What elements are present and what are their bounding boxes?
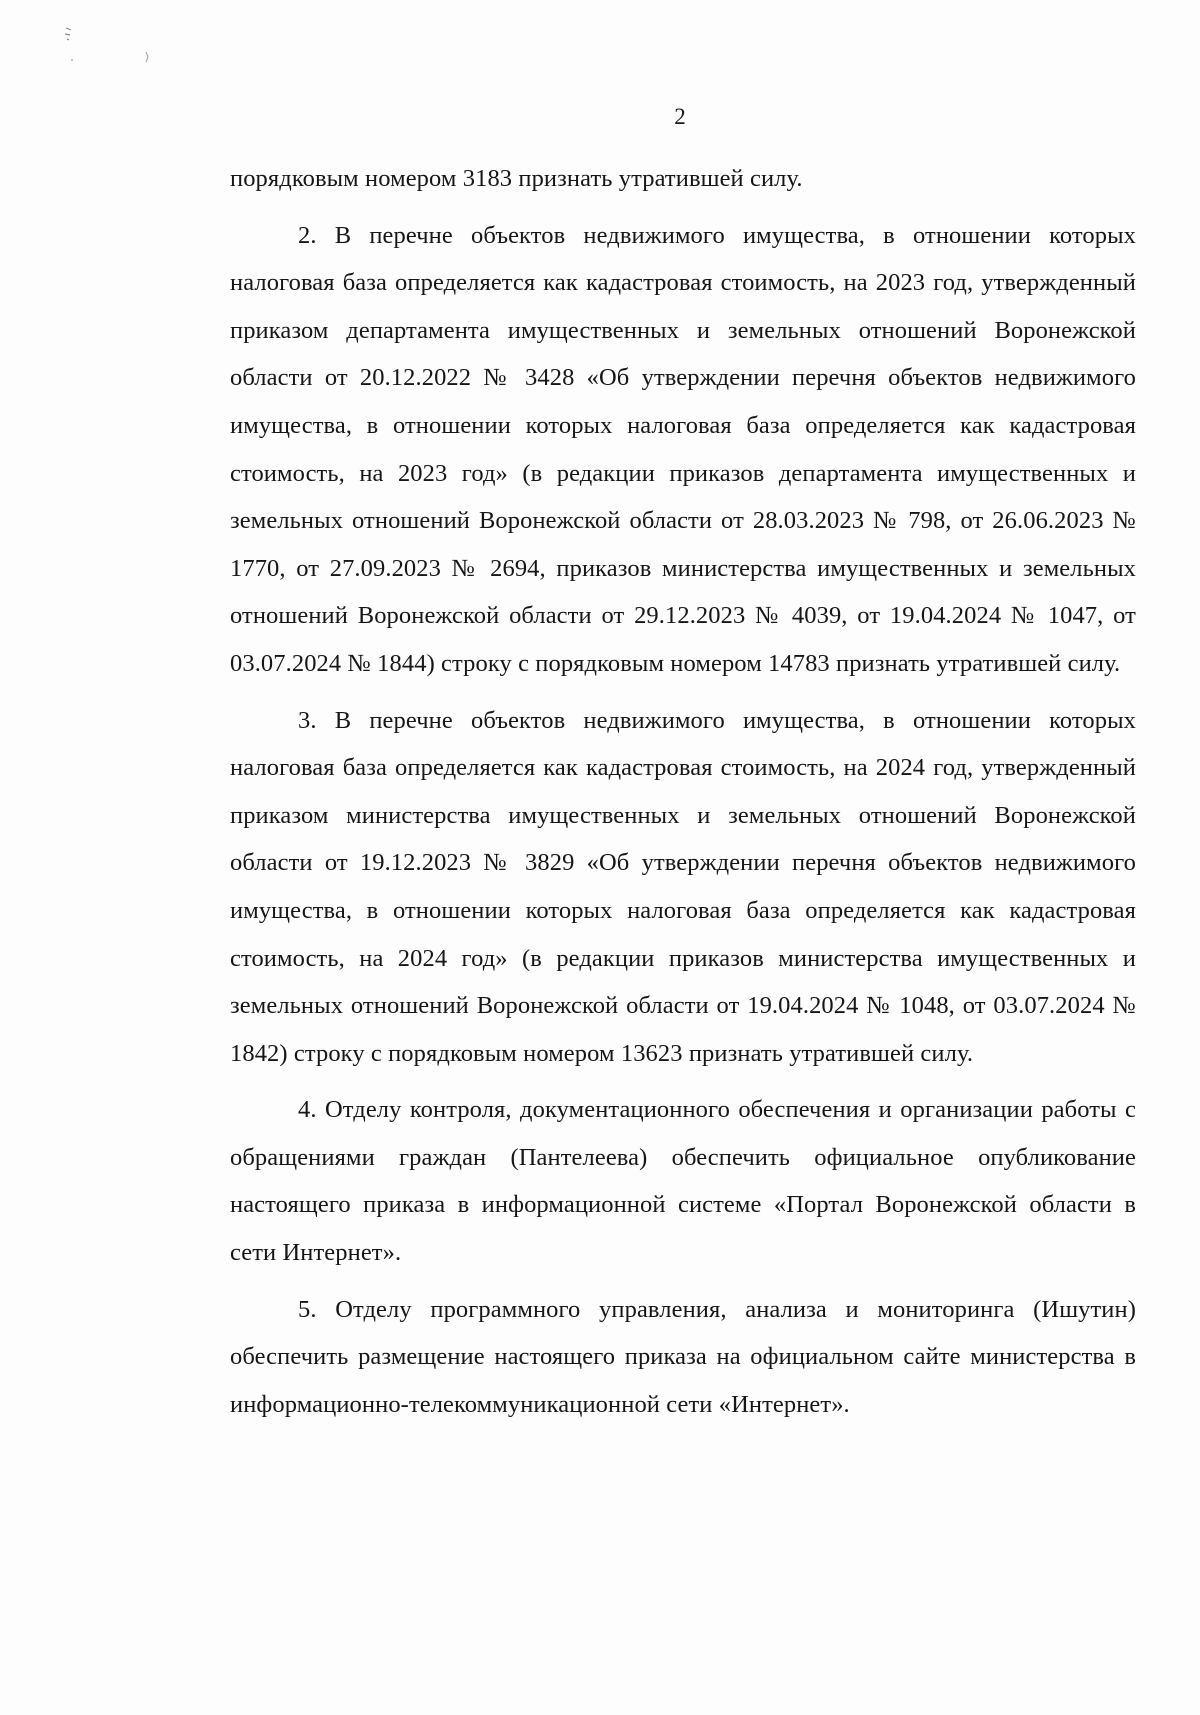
order-text-body <box>230 155 1136 1428</box>
paragraph-continuation: порядковым номером 3183 признать утратившей силу. <box>230 165 803 192</box>
paragraph-item-3: 3. В перечне объектов недвижимого имущества, в отношении которых налоговая база определяется как кадастровая стоимость, на 2024 год, утвержденный приказом министерства имущественных и земельных отношений Воронежской области от 19.12.2023 № 3829 «Об утверждении перечня объектов недвижимого имущества, в отношении которых налоговая база определяется как кадастровая стоимость, на 2024 год» (в редакции приказов министерства имущественных и земельных отношений Воронежской области от 19.04.2024 № 1048, от 03.07.2024 № 1842) строку с порядковым номером 13623 признать утратившей силу. <box>230 706 1136 1067</box>
paragraph-item-5: 5. Отделу программного управления, анализа и мониторинга (Ишутин) обеспечить размещение настоящего приказа на официальном сайте министерства в информационно-телекоммуникационной сети «Интернет». <box>230 1295 1136 1418</box>
paragraph-item-2: 2. В перечне объектов недвижимого имущества, в отношении которых налоговая база определяется как кадастровая стоимость, на 2023 год, утвержденный приказом департамента имущественных и земельных отношений Воронежской области от 20.12.2022 № 3428 «Об утверждении перечня объектов недвижимого имущества, в отношении которых налоговая база определяется как кадастровая стоимость, на 2023 год» (в редакции приказов департамента имущественных и земельных отношений Воронежской области от 28.03.2023 № 798, от 26.06.2023 № 1770, от 27.09.2023 № 2694, приказов министерства имущественных и земельных отношений Воронежской области от 29.12.2023 № 4039, от 19.04.2024 № 1047, от 03.07.2024 № 1844) строку с порядковым номером 14783 признать утратившей силу. <box>230 221 1136 677</box>
scan-artifact-marks <box>62 22 162 72</box>
page-number: 2 <box>674 104 686 129</box>
paragraph-item-4: 4. Отделу контроля, документационного обеспечения и организации работы с обращениями граждан (Пантелеева) обеспечить официальное опубликование настоящего приказа в информационной системе «Портал Воронежской области в сети Интернет». <box>230 1096 1136 1267</box>
